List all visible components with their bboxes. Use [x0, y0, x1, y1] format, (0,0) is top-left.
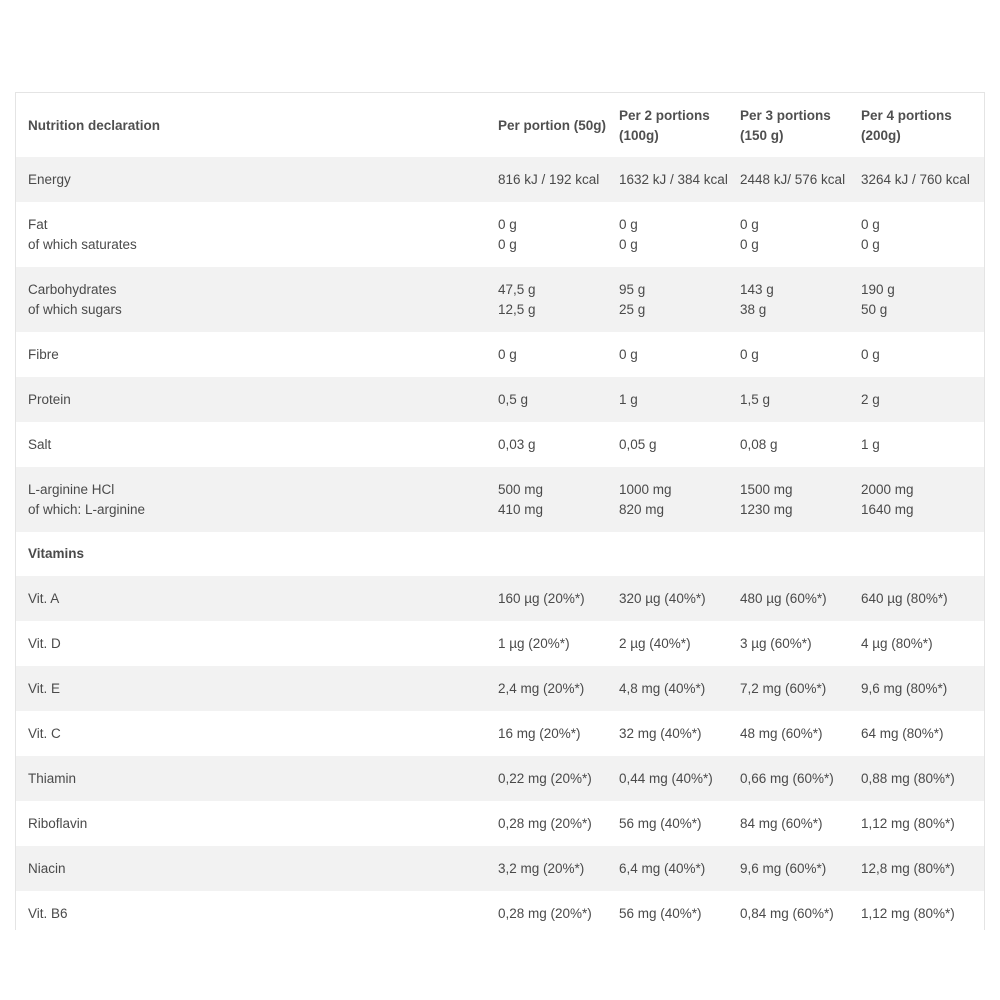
- row-value-line: 0 g: [498, 216, 517, 232]
- row-label-line: Vit. C: [28, 725, 61, 741]
- row-value-line: 48 mg (60%*): [740, 725, 823, 741]
- row-value: [607, 170, 728, 190]
- row-value: [486, 345, 607, 365]
- row-value: [486, 679, 607, 699]
- row-value: [849, 435, 984, 455]
- row-value-line: 190 g: [861, 281, 895, 297]
- header-cell-line: Per 4 portions: [861, 108, 952, 123]
- row-label: [16, 390, 486, 410]
- row-value: [486, 589, 607, 609]
- row-value: [607, 724, 728, 744]
- table-row: [16, 621, 984, 666]
- row-value-line: 32 mg (40%*): [619, 725, 702, 741]
- row-value-line: 84 mg (60%*): [740, 815, 823, 831]
- row-value: [728, 589, 849, 609]
- header-cell-line: (150 g): [740, 128, 784, 143]
- row-value-line: 2 g: [861, 391, 880, 407]
- row-value-line: 2,4 mg (20%*): [498, 680, 585, 696]
- row-value-line: 4 µg (80%*): [861, 635, 933, 651]
- row-value-line: 816 kJ / 192 kcal: [498, 171, 600, 187]
- row-value: [849, 904, 984, 924]
- row-value-line: 1 g: [619, 391, 638, 407]
- row-value: [728, 634, 849, 654]
- row-value: [607, 904, 728, 924]
- nutrition-table: [15, 92, 985, 930]
- row-value: [607, 390, 728, 410]
- row-value-line: 3 µg (60%*): [740, 635, 812, 651]
- row-value: [728, 679, 849, 699]
- row-value-line: 64 mg (80%*): [861, 725, 944, 741]
- row-label-line: of which: L-arginine: [28, 501, 146, 517]
- row-value-line: 0 g: [619, 346, 638, 362]
- row-value-line: 6,4 mg (40%*): [619, 860, 706, 876]
- nutrition-table-body: [16, 93, 984, 930]
- table-row: [16, 467, 984, 532]
- row-value: [849, 170, 984, 190]
- row-value: [607, 215, 728, 255]
- table-row: [16, 756, 984, 801]
- row-value: [849, 814, 984, 834]
- row-value: [728, 859, 849, 879]
- row-value-line: 0,03 g: [498, 436, 536, 452]
- row-value: [486, 435, 607, 455]
- row-value-line: 0 g: [861, 236, 880, 252]
- row-value: [607, 480, 728, 520]
- row-value-line: 2000 mg: [861, 481, 914, 497]
- table-header-row: [16, 93, 984, 157]
- row-value-line: 160 µg (20%*): [498, 590, 585, 606]
- table-row: [16, 377, 984, 422]
- row-value-line: 1632 kJ / 384 kcal: [619, 171, 728, 187]
- row-label: [16, 345, 486, 365]
- row-value: [849, 589, 984, 609]
- row-label: [16, 724, 486, 744]
- row-label-line: Fibre: [28, 346, 59, 362]
- row-value: [728, 390, 849, 410]
- row-value-line: 3264 kJ / 760 kcal: [861, 171, 970, 187]
- row-value: [607, 859, 728, 879]
- header-cell: [486, 114, 607, 136]
- row-value: [486, 390, 607, 410]
- row-label: [16, 679, 486, 699]
- row-label-line: L-arginine HCl: [28, 481, 115, 497]
- row-label: [16, 589, 486, 609]
- row-value-line: 50 g: [861, 301, 888, 317]
- row-label: [16, 634, 486, 654]
- row-value-line: 0 g: [861, 346, 880, 362]
- row-value-line: 410 mg: [498, 501, 544, 517]
- row-label: [16, 769, 486, 789]
- row-value: [849, 769, 984, 789]
- header-cell-line: Nutrition declaration: [28, 118, 161, 133]
- row-value-line: 47,5 g: [498, 281, 536, 297]
- row-value: [486, 215, 607, 255]
- row-label: [16, 480, 486, 520]
- row-value-line: 480 µg (60%*): [740, 590, 827, 606]
- row-value-line: 95 g: [619, 281, 646, 297]
- row-value-line: 0,22 mg (20%*): [498, 770, 592, 786]
- row-value-line: 56 mg (40%*): [619, 815, 702, 831]
- row-label: [16, 814, 486, 834]
- row-value: [607, 814, 728, 834]
- row-value-line: 4,8 mg (40%*): [619, 680, 706, 696]
- row-value: [486, 904, 607, 924]
- row-value: [728, 769, 849, 789]
- row-value: [849, 724, 984, 744]
- row-value: [849, 345, 984, 365]
- row-value-line: 0 g: [619, 216, 638, 232]
- row-value-line: 143 g: [740, 281, 774, 297]
- row-value-line: 9,6 mg (80%*): [861, 680, 948, 696]
- row-value-line: 640 µg (80%*): [861, 590, 948, 606]
- table-row: [16, 157, 984, 202]
- table-row: [16, 332, 984, 377]
- row-label-line: Protein: [28, 391, 71, 407]
- row-value-line: 0,88 mg (80%*): [861, 770, 955, 786]
- table-row: [16, 422, 984, 467]
- row-label: [16, 215, 486, 255]
- row-value: [849, 859, 984, 879]
- row-value: [486, 634, 607, 654]
- row-value-line: 1640 mg: [861, 501, 914, 517]
- row-value-line: 0 g: [619, 236, 638, 252]
- row-label: [16, 859, 486, 879]
- row-value-line: 0,05 g: [619, 436, 657, 452]
- row-value-line: 1230 mg: [740, 501, 793, 517]
- row-value: [607, 345, 728, 365]
- table-row: [16, 202, 984, 267]
- table-row: [16, 267, 984, 332]
- row-label-line: Carbohydrates: [28, 281, 117, 297]
- table-row: [16, 891, 984, 930]
- row-value: [849, 280, 984, 320]
- header-cell-line: Per 3 portions: [740, 108, 831, 123]
- row-value-line: 9,6 mg (60%*): [740, 860, 827, 876]
- row-value-line: 25 g: [619, 301, 646, 317]
- row-value: [607, 589, 728, 609]
- header-cell: [607, 104, 728, 146]
- row-label: [16, 170, 486, 190]
- table-row: [16, 846, 984, 891]
- row-value-line: 1 µg (20%*): [498, 635, 570, 651]
- row-value-line: 56 mg (40%*): [619, 905, 702, 921]
- row-value-line: 12,8 mg (80%*): [861, 860, 955, 876]
- row-value-line: 1 g: [861, 436, 880, 452]
- row-value-line: 0 g: [740, 216, 759, 232]
- row-value: [849, 390, 984, 410]
- row-value-line: 12,5 g: [498, 301, 536, 317]
- row-value-line: 2448 kJ/ 576 kcal: [740, 171, 846, 187]
- row-label: [16, 435, 486, 455]
- row-value: [728, 345, 849, 365]
- row-value-line: 0,44 mg (40%*): [619, 770, 713, 786]
- header-cell: [16, 114, 486, 136]
- row-value-line: 0,28 mg (20%*): [498, 815, 592, 831]
- row-value-line: 320 µg (40%*): [619, 590, 706, 606]
- row-value: [849, 480, 984, 520]
- table-row: [16, 711, 984, 756]
- row-value: [607, 634, 728, 654]
- row-value: [486, 859, 607, 879]
- row-label-line: Vit. E: [28, 680, 61, 696]
- row-value: [728, 170, 849, 190]
- row-value-line: 3,2 mg (20%*): [498, 860, 585, 876]
- table-row: [16, 801, 984, 846]
- row-value: [728, 280, 849, 320]
- row-value-line: 1000 mg: [619, 481, 672, 497]
- row-value-line: 1,12 mg (80%*): [861, 815, 955, 831]
- row-label-line: Niacin: [28, 860, 66, 876]
- row-value: [728, 435, 849, 455]
- row-value-line: 500 mg: [498, 481, 544, 497]
- row-value-line: 0,08 g: [740, 436, 778, 452]
- row-value-line: 1,5 g: [740, 391, 771, 407]
- row-value-line: 0,84 mg (60%*): [740, 905, 834, 921]
- row-value: [486, 814, 607, 834]
- header-cell-line: (100g): [619, 128, 659, 143]
- row-value-line: 2 µg (40%*): [619, 635, 691, 651]
- row-value: [607, 679, 728, 699]
- header-cell-line: Per portion (50g): [498, 118, 607, 133]
- row-value-line: 1500 mg: [740, 481, 793, 497]
- row-value-line: 7,2 mg (60%*): [740, 680, 827, 696]
- row-value-line: 38 g: [740, 301, 767, 317]
- row-value: [486, 480, 607, 520]
- row-label-line: Energy: [28, 171, 71, 187]
- header-cell-line: (200g): [861, 128, 901, 143]
- row-value-line: 0 g: [861, 216, 880, 232]
- row-value-line: 0 g: [498, 236, 517, 252]
- row-value: [486, 170, 607, 190]
- row-value: [607, 435, 728, 455]
- row-value-line: 0,5 g: [498, 391, 529, 407]
- row-value: [728, 480, 849, 520]
- section-title: Vitamins: [28, 546, 85, 561]
- row-label-line: Salt: [28, 436, 52, 452]
- row-label-line: Riboflavin: [28, 815, 88, 831]
- row-value-line: 1,12 mg (80%*): [861, 905, 955, 921]
- row-label-line: Fat: [28, 216, 48, 232]
- row-label-line: Vit. B6: [28, 905, 68, 921]
- header-cell: [849, 104, 984, 146]
- row-label-line: of which saturates: [28, 236, 137, 252]
- header-cell: [728, 104, 849, 146]
- header-cell-line: Per 2 portions: [619, 108, 710, 123]
- row-label-line: Vit. D: [28, 635, 61, 651]
- row-value-line: 0 g: [740, 346, 759, 362]
- row-value: [849, 215, 984, 255]
- row-value-line: 0 g: [740, 236, 759, 252]
- row-value-line: 0,66 mg (60%*): [740, 770, 834, 786]
- row-value: [728, 814, 849, 834]
- row-label-line: Thiamin: [28, 770, 77, 786]
- row-label: [16, 904, 486, 924]
- row-label-line: Vit. A: [28, 590, 60, 606]
- row-value: [607, 769, 728, 789]
- row-value: [607, 280, 728, 320]
- row-value-line: 0,28 mg (20%*): [498, 905, 592, 921]
- row-value-line: 0 g: [498, 346, 517, 362]
- table-row: [16, 666, 984, 711]
- row-value: [486, 769, 607, 789]
- row-value: [486, 724, 607, 744]
- row-value-line: 820 mg: [619, 501, 665, 517]
- row-label-line: of which sugars: [28, 301, 122, 317]
- table-row: [16, 576, 984, 621]
- row-value: [486, 280, 607, 320]
- row-value: [728, 215, 849, 255]
- row-value: [728, 724, 849, 744]
- row-value-line: 16 mg (20%*): [498, 725, 581, 741]
- section-row-vitamins: [16, 532, 984, 576]
- row-label: [16, 280, 486, 320]
- row-value: [728, 904, 849, 924]
- row-value: [849, 679, 984, 699]
- row-value: [849, 634, 984, 654]
